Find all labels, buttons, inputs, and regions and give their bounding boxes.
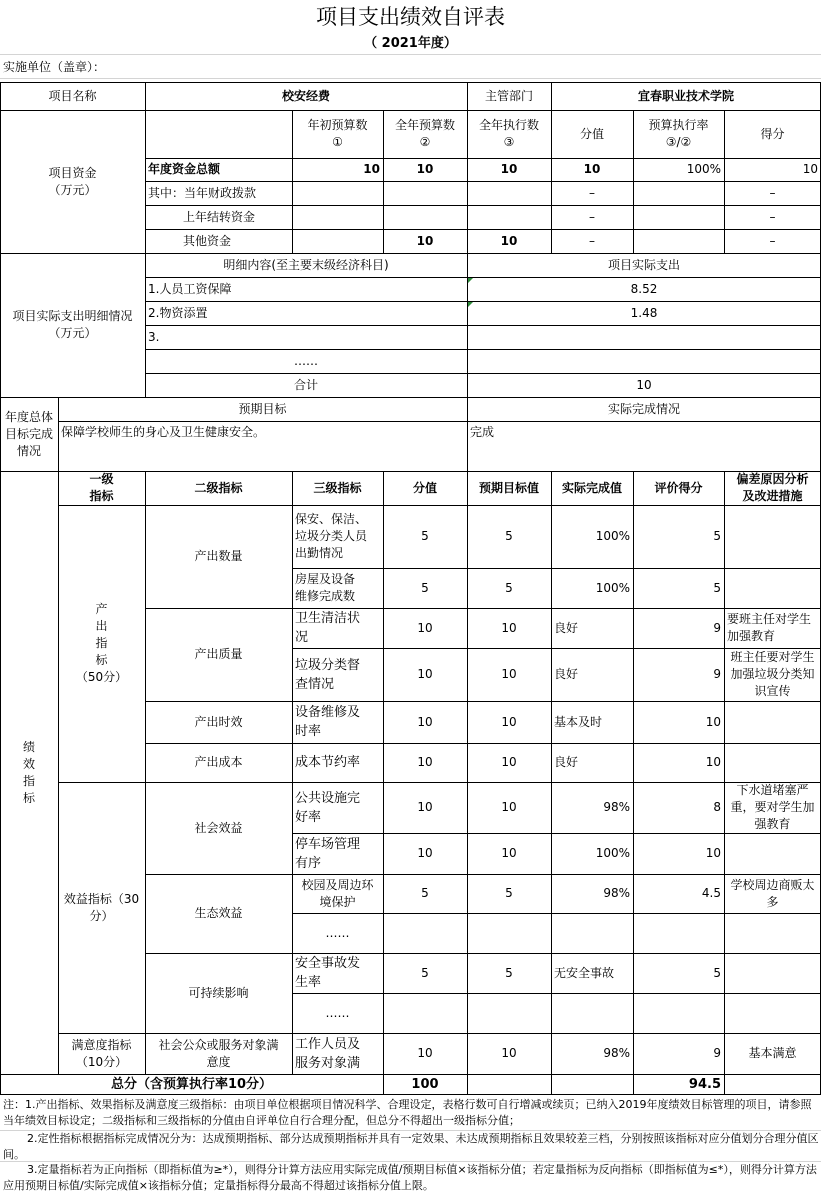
indicator-eval: 5 — [713, 529, 721, 543]
funds-score-value: – — [589, 233, 595, 248]
funds-col-header: 分值 — [579, 126, 604, 141]
indicator-eval: 5 — [713, 580, 721, 595]
indicator-target: 10 — [501, 800, 517, 814]
funds-score: 10 — [802, 162, 818, 176]
indicator-remark: 班主任要对学生 加强垃圾分类知 识宣传 — [730, 650, 815, 698]
l3-indicator: 房屋及设备 维修完成数 — [295, 572, 356, 603]
indicator-remark: 学校周边商贩太 多 — [730, 877, 815, 909]
indicator-target: 10 — [501, 1046, 517, 1060]
l2-satisfy: 社会公众或服务对象满 意度 — [158, 1037, 279, 1069]
note-2: 2.定性指标根据指标完成情况分为：达成预期指标、部分达成预期指标并具有一定效果、未达成预期指标且效果较差三档，分别按照该指标对应分值划分合理分值区间。 — [3, 1132, 819, 1161]
funds-score: – — [769, 233, 776, 248]
perf-header-target: 预期目标值 — [478, 480, 539, 495]
l3-indicator-ellipsis: …… — [325, 1005, 350, 1020]
expenditure-item: 1.人员工资保障 — [148, 281, 232, 296]
indicator-score: 10 — [417, 620, 433, 635]
form-title: 项目支出绩效自评表 — [316, 5, 505, 29]
expenditure-label: 项目实际支出明细情况 （万元） — [12, 309, 133, 340]
funds-col-header: 预算执行率 ③/② — [648, 118, 709, 149]
project-name-label: 项目名称 — [48, 88, 97, 103]
funds-score-value: – — [589, 209, 595, 224]
l3-indicator: 工作人员及 服务对象满 — [295, 1036, 361, 1071]
l3-indicator: 保安、保洁、 垃圾分类人员 出勤情况 — [295, 512, 368, 560]
expenditure-detail-header: 明细内容(至主要末级经济科目) — [223, 257, 389, 272]
cell-comment-marker — [468, 302, 473, 307]
goals-label: 年度总体 目标完成 情况 — [4, 409, 53, 458]
expenditure-amount: 8.52 — [630, 281, 658, 296]
l2-timeliness: 产出时效 — [194, 714, 243, 729]
funds-col-header: 得分 — [760, 126, 785, 141]
l3-indicator: 成本节约率 — [295, 755, 361, 770]
l2-social: 社会效益 — [194, 820, 243, 835]
funds-score-value: – — [589, 185, 595, 200]
total-score: 100 — [411, 1076, 439, 1092]
indicator-score: 5 — [421, 580, 429, 595]
expenditure-item: 2.物资添置 — [148, 305, 208, 320]
note-1: 注：1.产出指标、效果指标及满意度三级指标：由项目单位根据项目情况科学、合理设定，表格行数可自行增减或续页；已纳入2019年度绩效目标管理的项目，请参照当年绩效目标设定；二级指标和三级指标的分值由自评单位自行合理分配，但总分不得超出一级指标分值； — [3, 1098, 812, 1127]
indicator-target: 5 — [505, 580, 513, 595]
funds-col-header: 年初预算数 ① — [307, 118, 368, 149]
perf-header-l2: 二级指标 — [194, 480, 243, 495]
total-label: 总分（含预算执行率10分） — [110, 1076, 273, 1092]
l2-ecology: 生态效益 — [194, 906, 243, 920]
indicator-target: 10 — [501, 667, 517, 681]
indicator-score: 5 — [421, 529, 429, 543]
indicator-score: 10 — [417, 755, 433, 769]
indicator-actual: 无安全事故 — [554, 965, 615, 980]
l2-sustain: 可持续影响 — [188, 985, 249, 1000]
indicator-score: 10 — [417, 846, 433, 860]
indicator-actual: 98% — [603, 886, 630, 900]
expenditure-item: 3. — [148, 329, 160, 344]
indicator-remark: 要班主任对学生 加强教育 — [727, 612, 812, 643]
l1-satisfaction: 满意度指标 （10分） — [71, 1037, 132, 1069]
indicator-actual: 100% — [595, 580, 630, 595]
indicator-eval: 8 — [713, 800, 721, 814]
funds-row-label: 其中：当年财政拨款 — [148, 185, 257, 200]
perf-header-l1: 一级 指标 — [89, 472, 114, 503]
funds-score: – — [769, 209, 776, 224]
funds-budget: 10 — [416, 162, 434, 176]
funds-col-header: 全年预算数 ② — [394, 118, 455, 149]
cell-comment-marker — [468, 278, 473, 283]
l2-cost: 产出成本 — [194, 755, 243, 769]
note-3: 3.定量指标若为正向指标（即指标值为≥*），则得分计算方法应用实际完成值/预期目标值×该指标分值；若定量指标为反向指标（即指标值为≤*），则得分计算方法应用预期目标值/实际完成值×该指标分值；定量指标得分最高不得超过该指标分值上限。 — [3, 1163, 817, 1192]
indicator-eval: 10 — [705, 755, 721, 769]
funds-col-header: 全年执行数 ③ — [478, 118, 539, 149]
indicator-target: 5 — [505, 529, 513, 543]
expenditure-total: 10 — [636, 377, 652, 392]
l3-indicator: 停车场管理 有序 — [295, 836, 361, 871]
expenditure-amount: 1.48 — [630, 305, 658, 320]
indicator-score: 5 — [421, 886, 429, 900]
funds-executed: 10 — [500, 162, 518, 176]
indicator-eval: 10 — [705, 846, 721, 860]
funds-executed: 10 — [500, 233, 518, 248]
indicator-actual: 良好 — [554, 620, 579, 635]
l3-indicator: 公共设施完 好率 — [295, 790, 361, 825]
l1-effect: 效益指标（30 分） — [63, 891, 140, 923]
indicator-actual: 良好 — [554, 667, 579, 681]
l3-indicator: 垃圾分类督 查情况 — [295, 657, 361, 692]
indicator-target: 10 — [501, 755, 517, 769]
unit-label: 实施单位（盖章）： — [3, 60, 106, 74]
l2-quality: 产出质量 — [194, 647, 243, 661]
l3-indicator-ellipsis: …… — [325, 925, 350, 940]
funds-rate: 100% — [686, 162, 721, 176]
indicator-target: 5 — [505, 965, 513, 980]
funds-score: – — [769, 185, 776, 200]
indicator-eval: 10 — [705, 714, 721, 729]
expenditure-amount-header: 项目实际支出 — [607, 257, 680, 272]
indicator-score: 5 — [421, 965, 429, 980]
l3-indicator: 校园及周边环 境保护 — [301, 877, 374, 909]
l3-indicator: 设备维修及 时率 — [295, 705, 361, 739]
indicator-actual: 良好 — [554, 755, 579, 769]
l2-quantity: 产出数量 — [194, 549, 243, 563]
funds-row-label: 其他资金 — [183, 233, 232, 248]
form-year: （ 2021年度） — [364, 36, 457, 51]
indicator-eval: 9 — [713, 620, 721, 635]
goals-actual: 完成 — [470, 425, 495, 439]
funds-row-label: 年度资金总额 — [148, 162, 221, 176]
funds-budget: 10 — [416, 233, 434, 248]
total-eval: 94.5 — [688, 1076, 721, 1092]
indicator-target: 10 — [501, 714, 517, 729]
perf-header-l3: 三级指标 — [313, 480, 362, 495]
indicator-actual: 98% — [603, 800, 630, 814]
l3-indicator: 安全事故发 生率 — [295, 956, 361, 990]
department-value: 宜春职业技术学院 — [637, 88, 734, 103]
perf-header-score: 分值 — [412, 480, 437, 495]
goals-actual-header: 实际完成情况 — [607, 401, 680, 416]
indicator-remark: 基本满意 — [748, 1046, 797, 1060]
indicator-score: 10 — [417, 667, 433, 681]
goals-expected-header: 预期目标 — [238, 401, 287, 416]
indicator-score: 10 — [417, 800, 433, 814]
goals-expected: 保障学校师生的身心及卫生健康安全。 — [61, 425, 266, 439]
expenditure-total-label: 合计 — [293, 377, 318, 392]
project-name-value: 校安经费 — [281, 88, 330, 103]
funds-score-value: 10 — [583, 162, 601, 176]
indicator-eval: 9 — [713, 667, 721, 681]
indicator-actual: 100% — [595, 846, 630, 860]
indicator-score: 10 — [417, 1046, 433, 1060]
indicator-actual: 基本及时 — [554, 714, 603, 729]
expenditure-item-ellipsis: …… — [294, 353, 318, 368]
l3-indicator: 卫生清洁状 况 — [295, 611, 361, 645]
funds-row-label: 上年结转资金 — [183, 209, 256, 224]
department-label: 主管部门 — [484, 88, 533, 103]
perf-header-eval: 评价得分 — [654, 480, 703, 495]
indicator-target: 10 — [501, 620, 517, 635]
indicator-target: 10 — [501, 846, 517, 860]
indicator-remark: 下水道堵塞严 重，要对学生加 强教育 — [730, 783, 815, 831]
l1-output: 产 出 指 标 （50分） — [75, 602, 128, 684]
indicator-eval: 9 — [713, 1046, 721, 1060]
funds-initial: 10 — [363, 162, 380, 176]
performance-label: 绩 效 指 标 — [22, 739, 35, 805]
indicator-actual: 100% — [595, 529, 630, 543]
indicator-eval: 4.5 — [701, 886, 721, 900]
indicator-target: 5 — [505, 886, 513, 900]
indicator-actual: 98% — [603, 1046, 630, 1060]
perf-header-actual: 实际完成值 — [561, 480, 622, 495]
perf-header-remark: 偏差原因分析 及改进措施 — [736, 472, 809, 503]
indicator-score: 10 — [417, 714, 433, 729]
indicator-eval: 5 — [713, 965, 721, 980]
funds-label: 项目资金 （万元） — [48, 165, 97, 197]
